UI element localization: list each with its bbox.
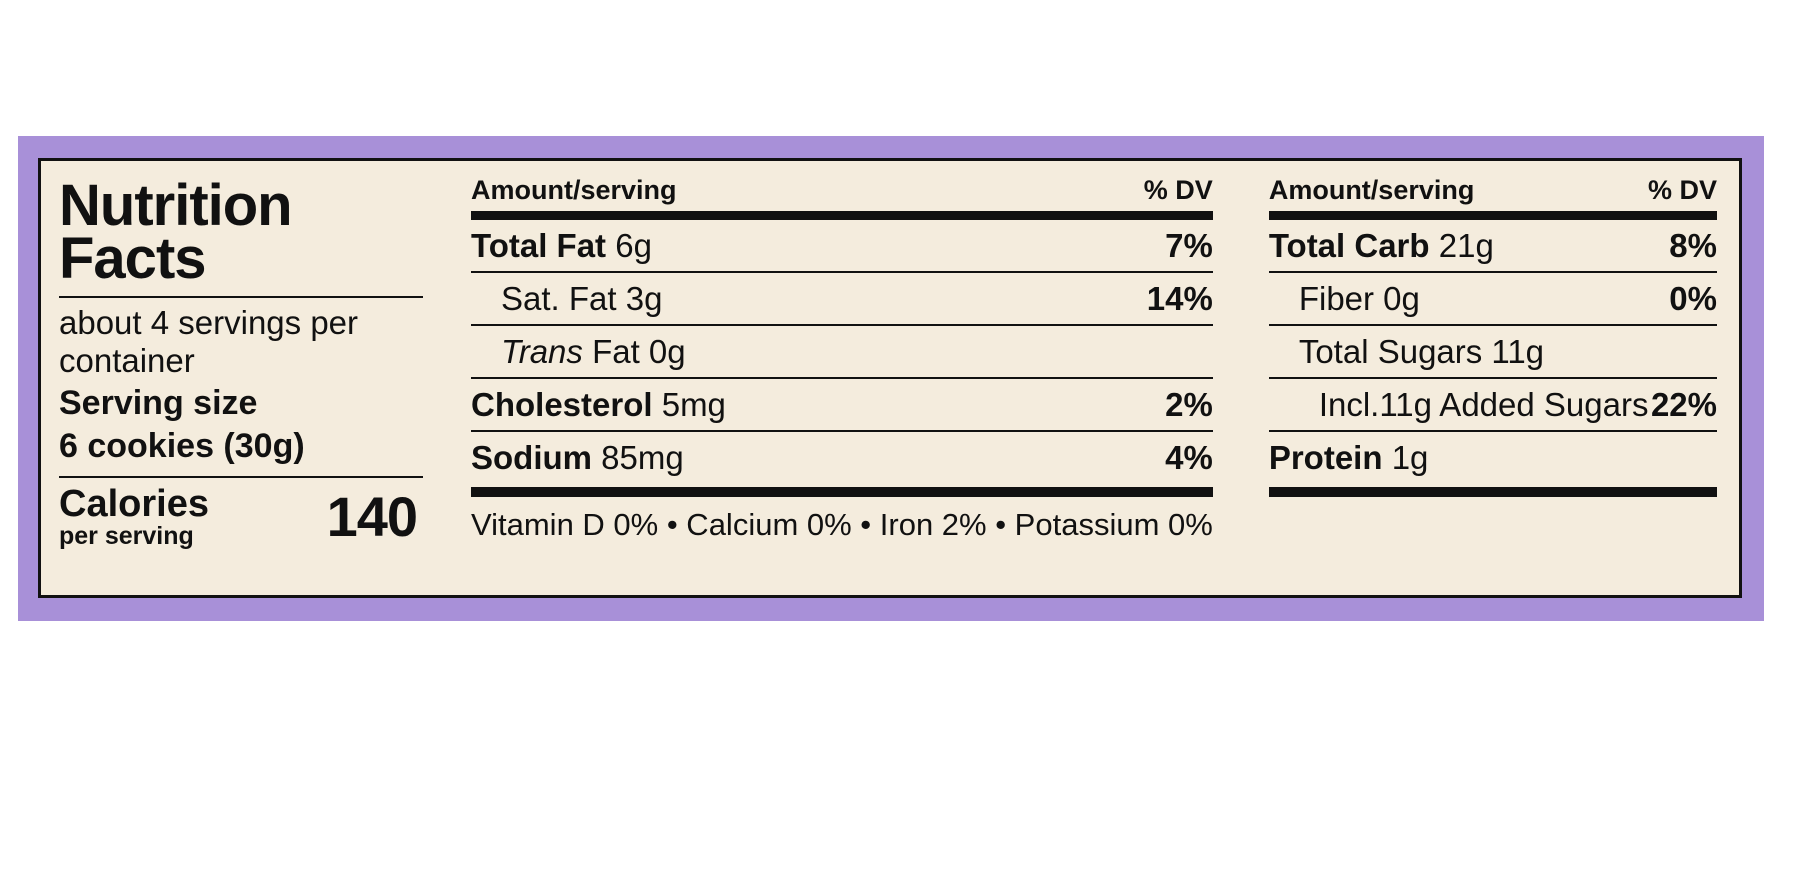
nutrient-name: Total Sugars 11g bbox=[1298, 333, 1545, 370]
nutrient-column-middle bbox=[441, 161, 1237, 595]
nutrient-name-bold: Sodium bbox=[471, 439, 592, 476]
servings-per-container: about 4 servings per container bbox=[59, 303, 359, 379]
nutrient-amount: 6g bbox=[615, 227, 652, 264]
nutrient-column-right bbox=[1237, 161, 1739, 595]
nutrient-dv: 14% bbox=[1146, 280, 1213, 317]
nutrient-dv: 8% bbox=[1669, 227, 1717, 264]
serving-size-label: Serving size bbox=[59, 383, 258, 422]
middle-header-amount: Amount/serving bbox=[471, 175, 677, 205]
table-row bbox=[1269, 220, 1717, 273]
nutrient-name bbox=[471, 227, 652, 265]
calories-per-serving-label: per serving bbox=[59, 521, 194, 550]
micronutrients-row: Vitamin D 0% • Calcium 0% • Iron 2% • Potassium 0% bbox=[471, 507, 1213, 542]
nutrient-amount: 85mg bbox=[601, 439, 684, 476]
table-row bbox=[471, 379, 1213, 432]
calories-value: 140 bbox=[326, 484, 417, 548]
nutrient-amount: 21g bbox=[1438, 227, 1494, 264]
nutrient-name: Sat. Fat 3g bbox=[501, 280, 663, 317]
middle-footer-rule bbox=[471, 487, 1213, 497]
middle-header-row bbox=[471, 175, 1213, 211]
table-row bbox=[1269, 326, 1717, 379]
calories-row bbox=[59, 484, 423, 549]
right-header-rule bbox=[1269, 211, 1717, 220]
nutrient-name bbox=[471, 439, 684, 477]
nutrient-dv: 2% bbox=[1165, 386, 1213, 423]
calories-label: Calories bbox=[59, 482, 209, 525]
nutrient-name-bold: Total Carb bbox=[1268, 227, 1430, 264]
nutrient-name-bold: Total Fat bbox=[471, 227, 607, 264]
nutrient-dv: 4% bbox=[1165, 439, 1213, 476]
calories-label-group bbox=[59, 482, 209, 550]
nutrient-amount: 1g bbox=[1391, 439, 1429, 476]
nutrient-dv: 22% bbox=[1650, 386, 1717, 423]
nutrient-name bbox=[471, 386, 726, 424]
nutrient-name-bold: Protein bbox=[1268, 439, 1383, 476]
nutrition-summary-column bbox=[41, 161, 441, 595]
table-row bbox=[1269, 432, 1717, 483]
nutrient-dv: 7% bbox=[1165, 227, 1213, 264]
right-footer-rule bbox=[1269, 487, 1717, 497]
nutrient-name bbox=[1269, 439, 1429, 477]
nutrient-name bbox=[501, 333, 686, 371]
table-row bbox=[471, 273, 1213, 326]
nutrition-label-frame bbox=[18, 136, 1764, 621]
serving-size-value: 6 cookies (30g) bbox=[59, 426, 305, 465]
page-title: Nutrition Facts bbox=[59, 173, 292, 292]
right-header-amount: Amount/serving bbox=[1268, 175, 1475, 205]
middle-header-dv: % DV bbox=[1143, 175, 1213, 205]
nutrient-name-italic: Trans bbox=[501, 333, 583, 370]
divider-serving bbox=[59, 476, 423, 478]
right-header-row bbox=[1269, 175, 1717, 211]
nutrient-name-bold: Cholesterol bbox=[471, 386, 653, 423]
nutrient-dv: 0% bbox=[1669, 280, 1717, 317]
table-row bbox=[1269, 273, 1717, 326]
right-header-dv: % DV bbox=[1647, 175, 1717, 205]
nutrient-amount: Fat 0g bbox=[592, 333, 686, 370]
nutrient-amount: 5mg bbox=[661, 386, 726, 423]
table-row bbox=[1269, 379, 1717, 432]
nutrient-name: Fiber 0g bbox=[1298, 280, 1420, 317]
divider-title bbox=[59, 296, 423, 298]
table-row bbox=[471, 220, 1213, 273]
middle-header-rule bbox=[471, 211, 1213, 220]
table-row bbox=[471, 326, 1213, 379]
nutrition-label-panel bbox=[38, 158, 1742, 598]
nutrient-name bbox=[1269, 227, 1494, 265]
table-row bbox=[471, 432, 1213, 483]
nutrient-name: Incl.11g Added Sugars bbox=[1318, 386, 1649, 423]
